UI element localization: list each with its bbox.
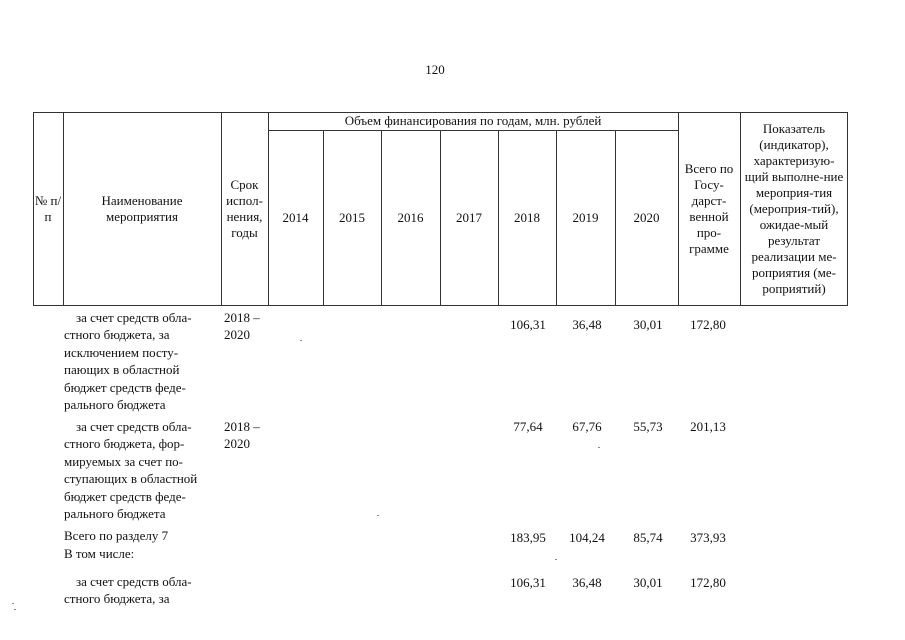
scan-speck [300, 340, 302, 341]
row-value-2018: 106,31 [510, 317, 546, 332]
row-name: за счет средств обла- стного бюджета, за исключением посту- пающих в областной бюджет средств феде- рального бюджета [64, 310, 192, 413]
header-year: 2020 [633, 210, 660, 225]
row-value-2018: 106,31 [510, 575, 546, 590]
header-funding: Объем финансирования по годам, млн. рублей [344, 113, 602, 128]
scan-speck [12, 603, 14, 604]
row-value-2020: 30,01 [633, 575, 663, 590]
header-year: 2015 [339, 210, 365, 225]
scan-speck [555, 559, 557, 560]
row-name: Всего по разделу 7 [64, 528, 169, 543]
row-name: за счет средств обла- стного бюджета, за [64, 574, 192, 607]
row-term: 2018 – 2020 [224, 310, 260, 343]
row-total: 172,80 [690, 575, 726, 590]
divider [740, 112, 741, 306]
header-year: 2016 [397, 210, 424, 225]
row-total: 172,80 [690, 317, 726, 332]
header-term: Срок испол-нения, годы [226, 177, 263, 240]
row-value-2020: 55,73 [633, 419, 663, 434]
divider [678, 112, 679, 306]
header-year: 2014 [282, 210, 309, 225]
row-value-2018: 183,95 [510, 530, 546, 545]
row-term: 2018 – 2020 [224, 419, 260, 452]
row-value-2019: 104,24 [569, 530, 605, 545]
row-subheading: В том числе: [64, 546, 135, 561]
header-number: № п/п [34, 193, 62, 224]
row-value-2020: 85,74 [633, 530, 663, 545]
row-name: за счет средств обла- стного бюджета, фор- мируемых за счет по- ступающих в областной бюджет средств феде- рального бюджета [64, 419, 198, 522]
row-total: 201,13 [690, 419, 726, 434]
header-year: 2018 [514, 210, 540, 225]
header-indicator: Показатель (индикатор), характеризую-щий выполне-ние мероприя-тия (мероприя-тий), ожидае-мый результат реализации ме-роприятия (ме-роприятий) [744, 121, 844, 296]
divider [63, 112, 64, 306]
header-year: 2019 [572, 210, 599, 225]
scan-speck [377, 515, 379, 516]
table-header [33, 112, 848, 306]
row-value-2020: 30,01 [633, 317, 663, 332]
header-year: 2017 [456, 210, 482, 225]
row-value-2018: 77,64 [513, 419, 543, 434]
scan-speck [14, 609, 16, 610]
header-name: Наименование мероприятия [101, 193, 183, 224]
row-value-2019: 36,48 [572, 575, 602, 590]
header-total: Всего по Госу-дарст-венной про-грамме [684, 161, 734, 256]
row-value-2019: 67,76 [572, 419, 602, 434]
row-value-2019: 36,48 [572, 317, 602, 332]
row-total: 373,93 [690, 530, 726, 545]
scan-speck [598, 447, 600, 448]
page-number: 120 [425, 62, 445, 77]
